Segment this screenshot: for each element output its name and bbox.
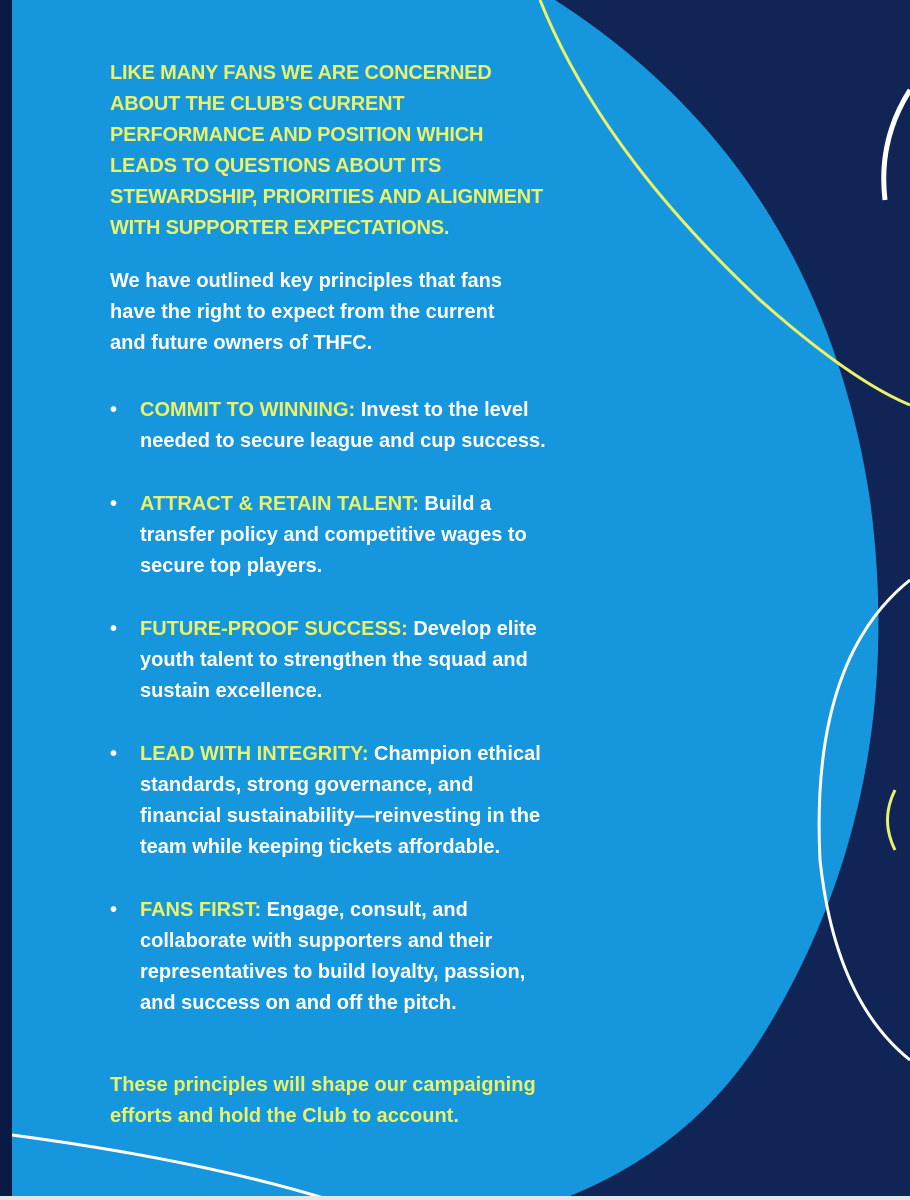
principle-item-commit-to-winning <box>110 395 630 457</box>
principle-text: Develop elite youth talent to strengthen the squad and sustain excellence. <box>140 618 537 702</box>
bullet-icon: • <box>110 399 118 421</box>
bullet-icon: • <box>110 618 118 640</box>
principle-item-future-proof-success <box>110 614 630 707</box>
headline: LIKE MANY FANS WE ARE CONCERNED ABOUT THE CLUB'S CURRENT PERFORMANCE AND POSITION WHICH LEADS TO QUESTIONS ABOUT ITS STEWARDSHIP, PRIORITIES AND ALIGNMENT WITH SUPPORTER EXPECTATIONS. <box>110 62 544 239</box>
principle-text: Engage, consult, and collaborate with supporters and their representatives to build loyalty, passion, and success on and off the pitch. <box>140 899 526 1014</box>
principle-item-lead-with-integrity <box>110 739 630 863</box>
principles-list <box>110 395 630 1019</box>
bullet-icon: • <box>110 743 118 765</box>
bullet-icon: • <box>110 899 118 921</box>
left-border <box>0 0 12 1200</box>
principle-title: ATTRACT & RETAIN TALENT: <box>140 493 419 515</box>
principle-item-attract-retain-talent <box>110 489 630 582</box>
principle-title: LEAD WITH INTEGRITY: <box>140 743 369 765</box>
closing-statement: These principles will shape our campaigning efforts and hold the Club to account. <box>110 1074 536 1127</box>
principle-title: FUTURE-PROOF SUCCESS: <box>140 618 408 640</box>
bullet-icon: • <box>110 493 118 515</box>
principle-title: COMMIT TO WINNING: <box>140 399 356 421</box>
principle-text: Champion ethical standards, strong governance, and financial sustainability—reinvesting in the team while keeping tickets affordable. <box>140 743 541 858</box>
principle-item-fans-first <box>110 895 630 1019</box>
principle-text: Build a transfer policy and competitive wages to secure top players. <box>140 493 527 577</box>
intro-paragraph: We have outlined key principles that fans have the right to expect from the current and future owners of THFC. <box>110 270 502 354</box>
principle-text: Invest to the level needed to secure league and cup success. <box>140 399 546 452</box>
text-content <box>110 58 630 1127</box>
principle-title: FANS FIRST: <box>140 899 262 921</box>
